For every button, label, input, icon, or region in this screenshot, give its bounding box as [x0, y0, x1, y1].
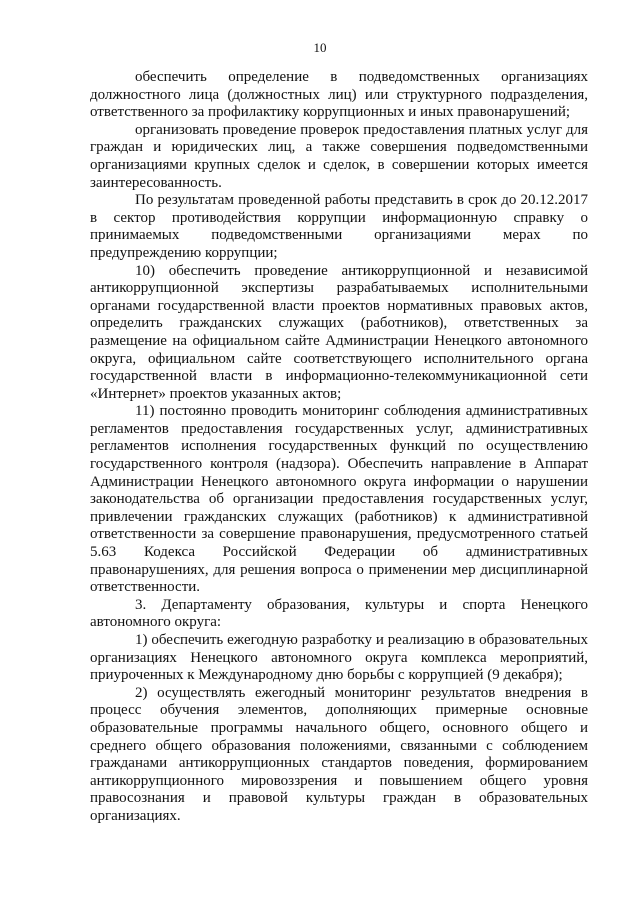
paragraph-assign-responsible: обеспечить определение в подведомственных организациях должностного лица (должностных лиц) или структурного подразделения, ответственного за профилактику коррупционных и иных правонарушений;: [90, 69, 588, 121]
paragraph-item-11: 11) постоянно проводить мониторинг соблюдения административных регламентов предоставления государственных услуг, административных регламентов исполнения государственных функций по осуществлению государственного контроля (надзора). Обеспечить направление в Аппарат Администрации Ненецкого автономного округа информации о нарушении законодательства об организации предоставления государственных услуг, привлечении гражданских служащих (работников) к административной ответственности за совершение правонарушения, предусмотренного статьей 5.63 Кодекса Российской Федерации об административных правонарушениях, для решения вопроса о применении мер дисциплинарной ответственности.: [90, 403, 588, 596]
page-number: 10: [313, 40, 327, 55]
document-body: [90, 69, 588, 826]
paragraph-subitem-1: 1) обеспечить ежегодную разработку и реализацию в образовательных организациях Ненецкого автономного округа комплекса мероприятий, приуроченных к Международному дню борьбы с коррупцией (9 декабря);: [90, 632, 588, 684]
paragraph-item-10: 10) обеспечить проведение антикоррупционной и независимой антикоррупционной экспертизы разрабатываемых исполнительными органами государственной власти проектов нормативных правовых актов, определить гражданских служащих (работников), ответственных за размещение на официальном сайте Администрации Ненецкого автономного округа, официальном сайте соответствующего исполнительного органа государственной власти в информационно-телекоммуникационной сети «Интернет» проектов указанных актов;: [90, 262, 588, 402]
paragraph-subitem-2: 2) осуществлять ежегодный мониторинг результатов внедрения в процесс обучения элементов, дополняющих примерные основные образовательные программы начального общего, основного общего и среднего общего образования положениями, связанными с соблюдением гражданами антикоррупционных стандартов поведения, формированием антикоррупционного мировоззрения и повышением общего уровня правосознания и правовой культуры граждан в образовательных организациях.: [90, 684, 588, 824]
paragraph-inspections: организовать проведение проверок предоставления платных услуг для граждан и юридических лиц, а также совершения подведомственными организациями крупных сделок и сделок, в совершении которых имеется заинтересованность.: [90, 121, 588, 191]
paragraph-section-3: 3. Департаменту образования, культуры и спорта Ненецкого автономного округа:: [90, 596, 588, 631]
paragraph-report-deadline: По результатам проведенной работы представить в срок до 20.12.2017 в сектор противодействия коррупции информационную справку о принимаемых подведомственными организациями мерах по предупреждению коррупции;: [90, 192, 588, 261]
